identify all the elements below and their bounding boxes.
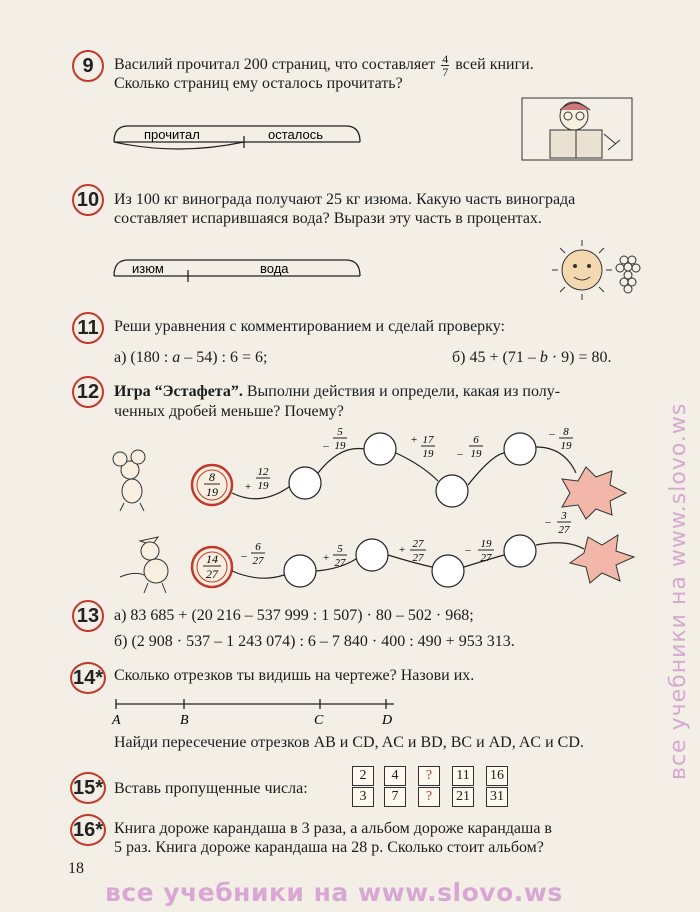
bottom-box-2: 7 [384, 787, 406, 807]
chain-1-op-1-sign: + [244, 481, 252, 493]
task-9-label-left: осталось [268, 127, 324, 142]
task-9-line-2: Сколько страниц ему осталось прочитать? [114, 75, 403, 92]
mouse-illustration-2 [120, 537, 168, 593]
sun-grapes-illustration [540, 230, 650, 302]
top-box-1: 2 [352, 766, 374, 786]
chain-2-op-5-den: 27 [558, 524, 570, 536]
task-14-line-2: Найди пересечение отрезков AB и CD, AC и BD, BC и AD, AC и CD. [114, 734, 584, 751]
top-box-4: 11 [452, 766, 474, 786]
chain-1-op-3-sign: + [410, 434, 418, 446]
task-12-line-1: Игра “Эстафета”. Выполни действия и определи, какая из полу- [114, 383, 561, 400]
task-number-9: 9 [72, 50, 104, 82]
number-boxes-table [352, 766, 522, 808]
task-number-15: 15* [70, 772, 106, 804]
bottom-box-1: 3 [352, 787, 374, 807]
relay-game-chains [100, 425, 660, 615]
top-box-5: 16 [486, 766, 508, 786]
task-16-line-1: Книга дороже карандаша в 3 раза, а альбом дороже карандаша в [114, 820, 552, 837]
side-watermark: все учебники на www.slovo.ws [666, 402, 691, 780]
chain-2-op-2-sign: + [322, 552, 330, 564]
bottom-watermark: все учебники на www.slovo.ws [105, 878, 563, 907]
chain-2-op-5-sign: – [545, 516, 551, 528]
task-10-segment-diagram [108, 254, 368, 290]
chain-2-circle-2 [356, 539, 388, 571]
chain-1-start-den: 19 [206, 485, 218, 499]
bottom-box-3: ? [418, 787, 440, 807]
point-c-label: C [314, 713, 324, 728]
task-number-11: 11 [72, 312, 104, 344]
boy-reading-illustration [512, 92, 642, 172]
chain-2-start-den: 27 [206, 567, 218, 581]
task-13-line-a: а) 83 685 + (20 216 – 537 999 : 1 507) · 80 – 502 · 968; [114, 607, 474, 624]
task-9-line-1: Василий прочитал 200 страниц, что составляет $\frac{4}{7}$ всей книги. [114, 52, 534, 79]
chain-1-op-4-num: 6 [473, 434, 479, 446]
chain-1-op-5-den: 19 [560, 440, 572, 452]
point-b-label: B [180, 713, 189, 728]
mouse-illustration-1 [113, 450, 145, 511]
chain-1-op-2-den: 19 [334, 440, 346, 452]
task-number-14: 14* [70, 662, 106, 694]
chain-2-op-3-sign: + [398, 544, 406, 556]
chain-2-circle-3 [432, 555, 464, 587]
chain-2-op-1-sign: – [241, 550, 247, 562]
task-10-line-2: составляет испарившаяся вода? Вырази эту часть в процентах. [114, 210, 542, 227]
task-9-fraction: $\frac{4}{7}$ [442, 52, 449, 79]
task-9-label-read: прочитал [144, 127, 200, 142]
chain-2-circle-4 [504, 535, 536, 567]
chain-2-op-1-den: 27 [252, 555, 264, 567]
task-10-label-water: вода [260, 261, 289, 276]
chain-2-op-2-num: 5 [337, 543, 343, 555]
task-12-line-2: ченных дробей меньше? Почему? [114, 403, 344, 420]
chain-1-op-5-sign: – [549, 428, 555, 440]
task-14-line-1: Сколько отрезков ты видишь на чертеже? Назови их. [114, 667, 475, 684]
task-9-segment-diagram [108, 122, 368, 158]
chain-1-op-4-den: 19 [470, 448, 482, 460]
chain-1-circle-4 [504, 433, 536, 465]
chain-1-circle-2 [364, 433, 396, 465]
task-10-label-raisin: изюм [132, 261, 164, 276]
chain-2-op-3-den: 27 [412, 552, 424, 564]
chain-2-op-1-num: 6 [255, 541, 261, 553]
chain-1-op-2-sign: – [323, 440, 329, 452]
task-14-segment-drawing [104, 696, 414, 730]
page-number: 18 [68, 860, 84, 877]
chain-1-op-2-num: 5 [337, 426, 343, 438]
task-15-line-1: Вставь пропущенные числа: [114, 780, 308, 797]
point-a-label: A [112, 713, 121, 728]
chain-2-op-4-den: 27 [480, 552, 492, 564]
chain-1-star [562, 467, 626, 519]
point-d-label: D [382, 713, 393, 728]
chain-2-op-2-den: 27 [334, 557, 346, 569]
chain-2-op-3-num: 27 [412, 538, 424, 550]
chain-1-circle-1 [289, 467, 321, 499]
chain-2-op-4-num: 19 [480, 538, 492, 550]
chain-2-start-num: 14 [206, 552, 218, 566]
bottom-box-4: 21 [452, 787, 474, 807]
task-13-line-b: б) (2 908 · 537 – 1 243 074) : 6 – 7 840 · 400 : 490 + 953 313. [114, 633, 515, 650]
chain-1-op-3-den: 19 [422, 448, 434, 460]
chain-1-circle-3 [436, 475, 468, 507]
task-number-13: 13 [72, 600, 104, 632]
task-11-equation-a: а) (180 : a – 54) : 6 = 6; [114, 349, 268, 366]
bottom-box-5: 31 [486, 787, 508, 807]
chain-2-op-4-sign: – [465, 544, 471, 556]
chain-1-op-1-den: 19 [257, 480, 269, 492]
task-10-line-1: Из 100 кг винограда получают 25 кг изюма. Какую часть винограда [114, 191, 576, 208]
top-box-2: 4 [384, 766, 406, 786]
chain-2-circle-1 [284, 555, 316, 587]
chain-1-op-3-num: 17 [422, 434, 434, 446]
chain-2-star [570, 535, 634, 583]
chain-1-op-5-num: 8 [563, 426, 569, 438]
chain-2-op-5-num: 3 [561, 510, 567, 522]
task-number-12: 12 [72, 376, 104, 408]
task-16-line-2: 5 раз. Книга дороже карандаша на 28 р. Сколько стоит альбом? [114, 839, 544, 856]
top-box-3: ? [418, 766, 440, 786]
task-number-16: 16* [70, 814, 106, 846]
task-11-line-1: Реши уравнения с комментированием и сделай проверку: [114, 318, 505, 335]
task-number-10: 10 [72, 184, 104, 216]
chain-1-op-1-num: 12 [257, 466, 269, 478]
chain-1-op-4-sign: – [457, 448, 463, 460]
task-11-equation-b: б) 45 + (71 – b · 9) = 80. [452, 349, 612, 366]
chain-1-start-num: 8 [209, 470, 215, 484]
